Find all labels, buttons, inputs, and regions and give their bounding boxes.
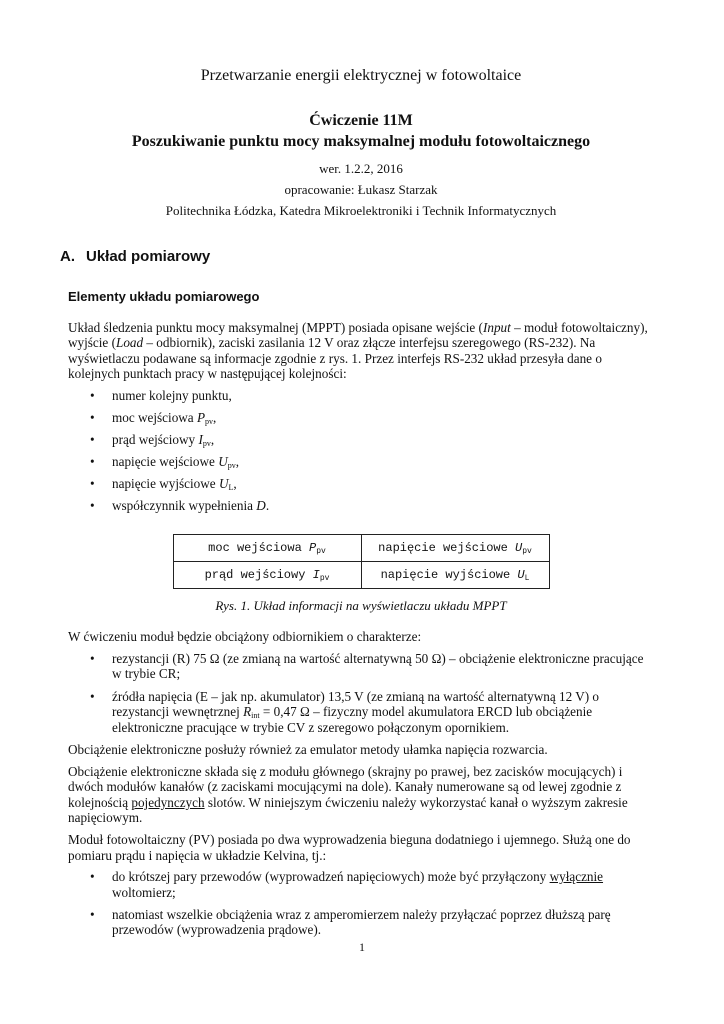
intro-paragraph: Układ śledzenia punktu mocy maksymalnej (MPPT) posiada opisane wejście (Input – moduł fotowoltaiczny), wyjście (Load – odbiornik), zaciski zasilania 12 V oraz złącze interfejsu szeregowego (RS-232). Na wyświetlaczu podawane są informacje zgodnie z rys. 1. Przez interfejs RS-232 układ przesyła dane o kolejnych punktach pracy w następującej kolejności: (68, 319, 648, 381)
table-cell: prąd wejściowy $I_{pv}$ (173, 562, 361, 589)
data-order-list (68, 388, 654, 514)
figure-caption: Rys. 1. Układ informacji na wyświetlaczu układu MPPT (215, 598, 507, 614)
list-item: • napięcie wejściowe $U_{pv}$, (90, 453, 240, 470)
load-intro-paragraph: W ćwiczeniu moduł będzie obciążony odbiornikiem o charakterze: (68, 629, 422, 645)
list-item: • do krótszej pary przewodów (wyprowadzeń napięciowych) może być przyłączony wyłącznie woltomierz; (90, 869, 604, 900)
input-word: Input (482, 319, 511, 335)
list-item: • prąd wejściowy $I_{pv}$, (90, 431, 215, 448)
page-number: 1 (359, 940, 365, 954)
document-page (60, 67, 654, 938)
table-cell: napięcie wyjściowe $U_L$ (361, 562, 549, 589)
subsection-heading: Elementy układu pomiarowego (68, 288, 260, 304)
section-title: Układ pomiarowy (86, 247, 211, 265)
table-cell: napięcie wejściowe $U_{pv}$ (361, 535, 549, 562)
table-cell: moc wejściowa $P_{pv}$ (173, 535, 361, 562)
list-item: • natomiast wszelkie obciążenia wraz z amperomierzem należy przyłączać poprzez dłuższą parę przewodów (wyprowadzenia prądowe). (90, 906, 611, 938)
list-item: • napięcie wyjściowe $U_L$, (90, 475, 237, 492)
list-item: • źródła napięcia (E – jak np. akumulator) 13,5 V (ze zmianą na wartość alternatywną 12 V) o rezystancji wewnętrznej $R_{int} = 0,47$ Ω – fizyczny model akumulatora ERCD lub obciążenie elektroniczne pracujące w trybie CV z szeregowo połączonym opornikiem. (90, 688, 600, 735)
modules-paragraph: Obciążenie elektroniczne składa się z modułu głównego (skrajny po prawej, bez zacisków mocujących) i dwóch modułów kanałów (z zaciskami mocującymi na dole). Kanały numerowane są od lewej zgodnie z kolejnością pojedynczych slotów. W niniejszym ćwiczeniu należy wykorzystać kanał o wyższym zakresie napięciowym. (68, 763, 628, 826)
load-word: Load (115, 335, 144, 350)
author-line: opracowanie: Łukasz Starzak (284, 181, 438, 197)
pv-module-paragraph: Moduł fotowoltaiczny (PV) posiada po dwa wyprowadzenia bieguna dodatniego i ujemnego. Służą one do pomiaru prądu i napięcia w układzie Kelvina, tj.: (68, 832, 631, 863)
section-heading (60, 248, 654, 265)
load-types-list (68, 651, 654, 735)
list-item: • numer kolejny punktu, (90, 387, 232, 403)
list-item: • moc wejściowa $P_{pv}$, (90, 409, 217, 426)
affiliation-line: Politechnika Łódzka, Katedra Mikroelektroniki i Technik Informatycznych (165, 202, 557, 218)
display-layout-table (173, 534, 550, 589)
version-line: wer. 1.2.2, 2016 (319, 160, 403, 176)
kelvin-list (68, 869, 654, 938)
emulator-paragraph: Obciążenie elektroniczne posłuży również za emulator metody ułamka napięcia rozwarcia. (68, 741, 548, 757)
list-item: • współczynnik wypełnienia D. (90, 497, 270, 513)
exercise-number: Ćwiczenie 11M (309, 111, 413, 129)
section-number: A. (60, 247, 75, 265)
exercise-title: Poszukiwanie punktu mocy maksymalnej modułu fotowoltaicznego (131, 132, 591, 150)
course-subject: Przetwarzanie energii elektrycznej w fotowoltaice (200, 67, 522, 84)
list-item: • rezystancji (R) 75 Ω (ze zmianą na wartość alternatywną 50 Ω) – obciążenie elektroniczne pracujące w trybie CR; (90, 650, 644, 682)
